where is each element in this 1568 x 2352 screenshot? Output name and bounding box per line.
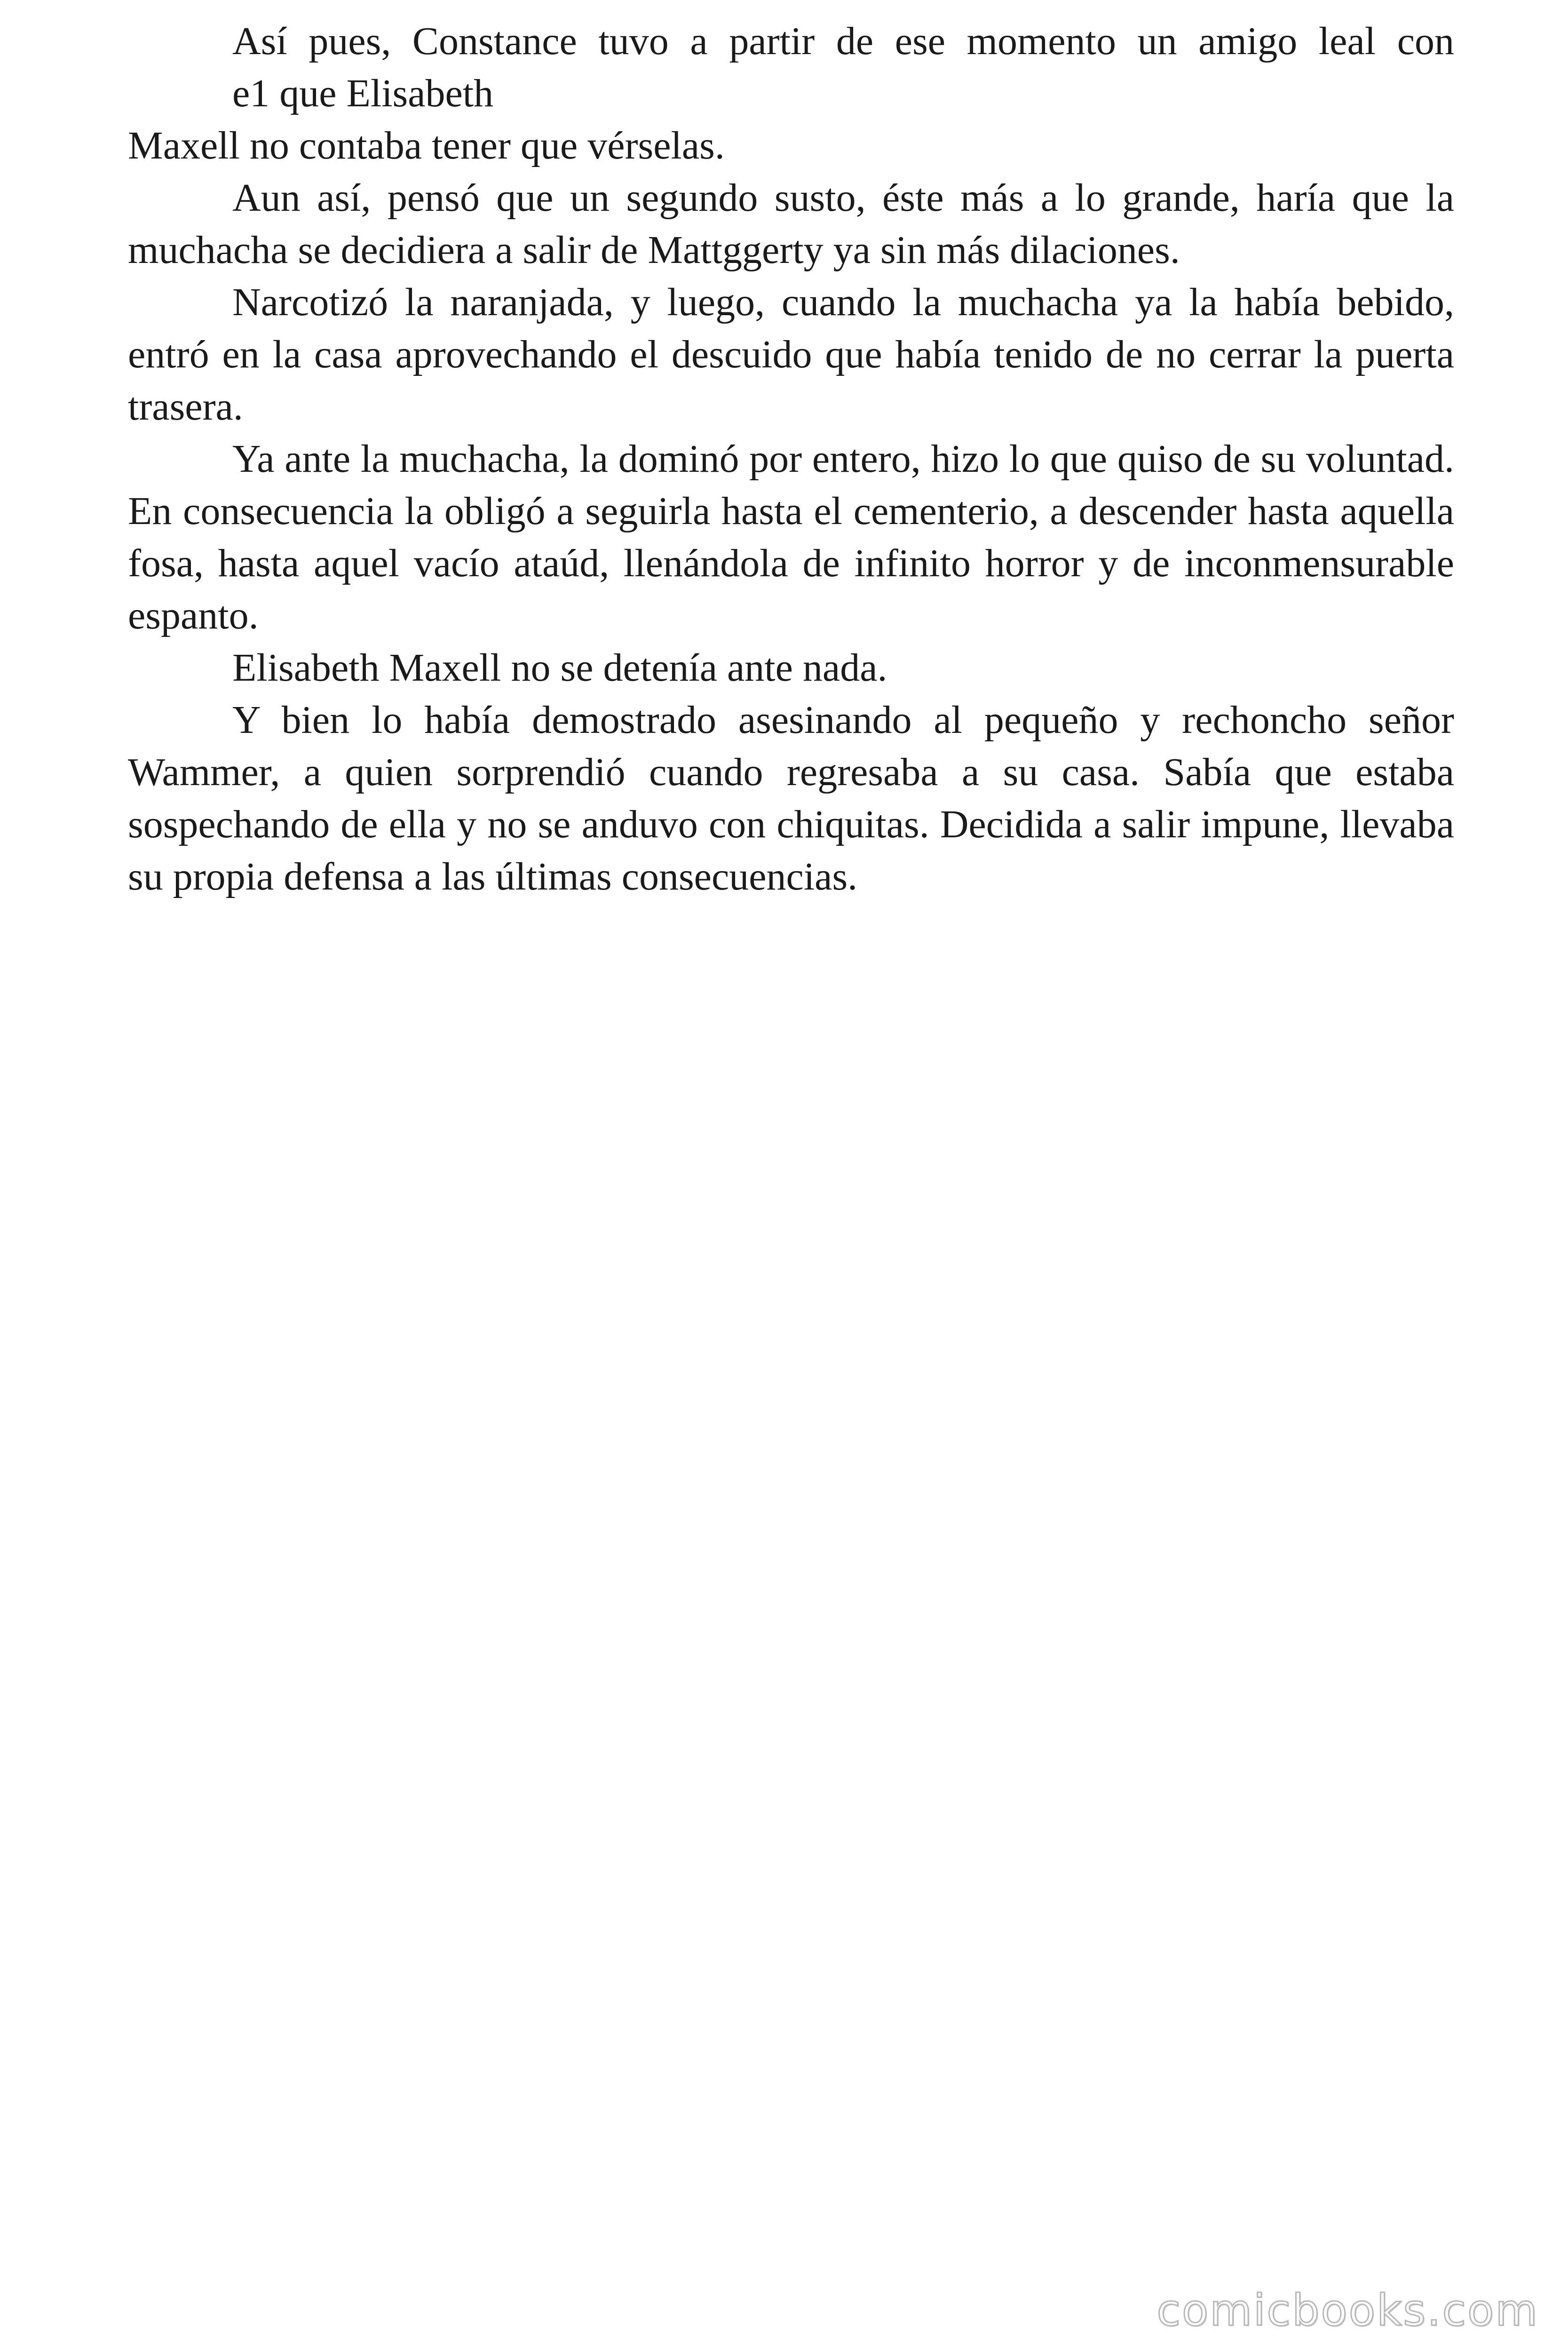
- paragraph-1-line-1: Así pues, Constance tuvo a partir de ese momento un amigo leal con: [232, 19, 1454, 63]
- paragraph-1-line-2: e1 que Elisabeth: [232, 72, 494, 115]
- paragraph-4: Ya ante la muchacha, la dominó por entero, hizo lo que quiso de su voluntad. En consecuencia la obligó a seguirla hasta el cementerio, a descender hasta aquella fosa, hasta aquel vacío ataúd, llenándola de infinito horror y de inconmensurable espanto.: [128, 437, 1454, 637]
- paragraph-5: Elisabeth Maxell no se detenía ante nada.: [232, 646, 887, 690]
- paragraph-1: [128, 15, 1454, 172]
- page-text: [128, 15, 1454, 903]
- paragraph-1-line-3: Maxell no contaba tener que vérselas.: [128, 124, 725, 167]
- watermark: comicbooks.com: [1156, 2285, 1539, 2336]
- paragraph-2: Aun así, pensó que un segundo susto, éste más a lo grande, haría que la muchacha se decidiera a salir de Mattggerty ya sin más dilaciones.: [128, 176, 1454, 272]
- paragraph-3: Narcotizó la naranjada, y luego, cuando la muchacha ya la había bebido, entró en la casa aprovechando el descuido que había tenido de no cerrar la puerta trasera.: [128, 280, 1454, 429]
- paragraph-6: Y bien lo había demostrado asesinando al pequeño y rechoncho señor Wammer, a quien sorprendió cuando regresaba a su casa. Sabía que estaba sospechando de ella y no se anduvo con chiquitas. Decidida a salir impune, llevaba su propia defensa a las últimas consecuencias.: [128, 698, 1454, 898]
